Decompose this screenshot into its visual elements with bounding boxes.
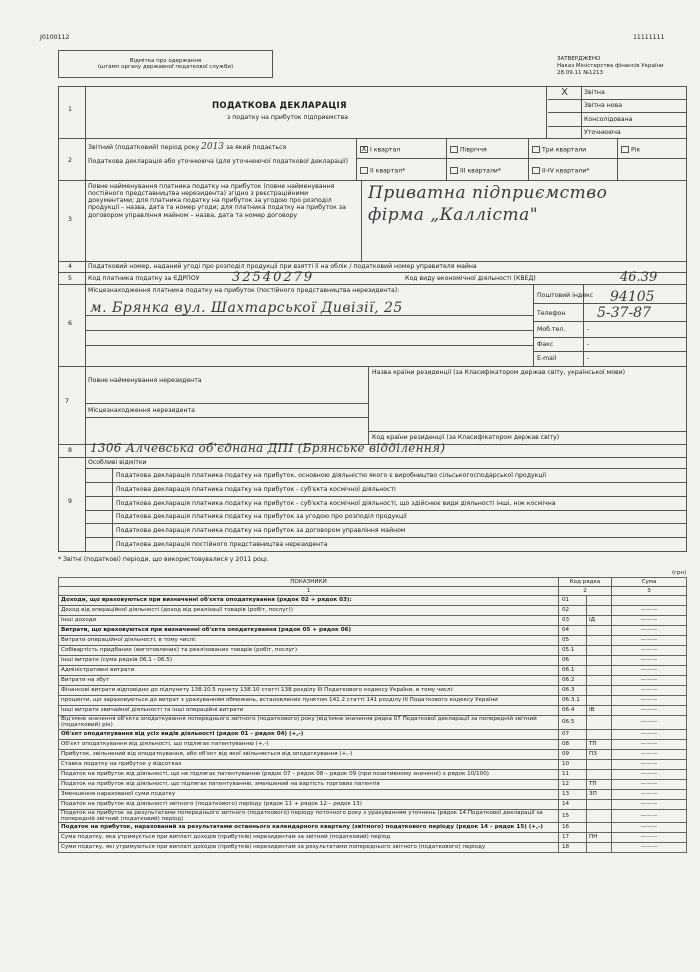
row-extra-code	[587, 656, 612, 666]
table-row	[59, 729, 687, 739]
period-q3b-label: III квартали*	[460, 167, 502, 175]
row-code: 06.3.1	[559, 696, 587, 706]
period-q1-checkbox[interactable]: X	[361, 145, 367, 153]
row-extra-code	[587, 823, 612, 833]
indicator-text: проценти, що зараховуються до витрат з урахуванням обмежень, встановлених пунктом 141.2 статті 141 розділу ІІІ Податкового кодексу України	[59, 696, 559, 706]
row-extra-code	[587, 759, 612, 769]
table-row	[59, 596, 687, 606]
row-extra-code	[587, 676, 612, 686]
row-number-8: 8	[68, 447, 72, 454]
nonresident-country-label: Назва країни резиденції (за Класифікатором держав світу, української мови)	[372, 369, 626, 376]
special-mark-property-management: Податкова декларація платника податку на прибуток за договором управління майном	[116, 527, 406, 534]
period-q1-label: I квартал	[370, 146, 401, 154]
table-row	[59, 759, 687, 769]
special-mark-production-sharing: Податкова декларація платника податку на прибуток за угодою про розподіл продукції	[116, 513, 407, 520]
row-extra-code	[587, 606, 612, 616]
table-row	[59, 636, 687, 646]
stamp-title: Відмітка про одержання	[129, 58, 202, 64]
row-amount[interactable]	[612, 596, 687, 606]
row-number-9: 9	[68, 498, 72, 505]
indicator-text: Доход від операційної діяльності (доход від реалізації товарів (робіт, послуг))	[59, 606, 559, 616]
row-extra-code: ІВ	[587, 706, 612, 716]
indicator-text: Доходи, що враховуються при визначенні об'єкта оподаткування (рядок 02 + рядок 03):	[59, 596, 559, 606]
period-q3[interactable]	[532, 146, 586, 154]
table-header-row	[59, 578, 687, 587]
address-label: Місцезнаходження платника податку на прибуток (постійного представництва нерезидента):	[88, 287, 400, 294]
period-q1[interactable]	[360, 146, 400, 154]
declaration-subtitle: з податку на прибуток підприємства	[227, 114, 349, 121]
row-number-2: 2	[68, 157, 72, 164]
doc-type-mark: X	[561, 87, 568, 98]
indicator-text: Витрати, що враховуються при визначенні об'єкта оподаткування (рядок 05 + рядок 06)	[59, 626, 559, 636]
indicator-text: Податок на прибуток, нарахований за результатами останнього календарного кварталу (звітного) податкового періоду (рядок 14 – рядок 15) (+,-)	[59, 823, 559, 833]
row-amount[interactable]: ———	[612, 646, 687, 656]
indicator-text: Собівартість придбаних (виготовлених) та реалізованих товарів (робіт, послуг)	[59, 646, 559, 656]
special-mark-space-other: Податкова декларація платника податку на прибуток - суб'єкта космічної діяльності, що здійснює види діяльності інші, ніж космічна	[116, 500, 556, 507]
indicator-text: Сума податку, яка утримується при виплаті доходів (прибутків) нерезидентам за звітний (податковий) період	[59, 833, 559, 843]
form-code-right: 11111111	[633, 34, 665, 41]
country-code-label: Код країни резиденції (за Класифікатором держав світу)	[372, 434, 560, 441]
row-extra-code	[587, 686, 612, 696]
period-q2[interactable]	[360, 167, 405, 175]
row-amount[interactable]: ———	[612, 833, 687, 843]
document-type-list	[548, 86, 686, 139]
row-amount[interactable]: ———	[612, 769, 687, 779]
table-row	[59, 833, 687, 843]
row-code: 02	[559, 606, 587, 616]
indicator-text: Суми податку, які утримуються при виплаті доходів (прибутків) нерезидентам за результатами попереднього звітного (податкового) періоду	[59, 843, 559, 853]
edrpou-label: Код платника податку за ЄДРПОУ	[88, 275, 200, 282]
row-amount[interactable]: ———	[612, 706, 687, 716]
indicator-text: Інші доходи	[59, 616, 559, 626]
period-year-label: Рік	[631, 146, 641, 154]
row-extra-code: ІД	[587, 616, 612, 626]
indicator-text: Податок на прибуток від діяльності, що підлягає патентуванню, зменшений на вартість торгових патентів	[59, 779, 559, 789]
kved-value[interactable]: 46.39	[620, 270, 658, 285]
row-amount[interactable]: ———	[612, 656, 687, 666]
table-row	[59, 706, 687, 716]
row-code: 14	[559, 799, 587, 809]
row-amount[interactable]: ———	[612, 636, 687, 646]
period-year[interactable]: 2013	[201, 142, 225, 152]
mobile-value[interactable]: -	[587, 326, 590, 333]
indicator-text: Зменшення нарахованої суми податку	[59, 789, 559, 799]
row-amount[interactable]: ———	[612, 606, 687, 616]
table-row	[59, 676, 687, 686]
row-code: 13	[559, 789, 587, 799]
table-row	[59, 843, 687, 853]
period-q3-checkbox[interactable]	[532, 146, 540, 153]
header-num-1: 1	[59, 587, 559, 596]
row-extra-code	[587, 799, 612, 809]
row-extra-code	[587, 596, 612, 606]
indicator-text: Прибуток, звільнений від оподаткування, або об'єкт від якої звільняється від оподаткування (+,-)	[59, 749, 559, 759]
row-amount[interactable]: ———	[612, 779, 687, 789]
row-number-7: 7	[65, 398, 69, 405]
table-row	[59, 749, 687, 759]
address-value[interactable]: м. Брянка вул. Шахтарської Дивізії, 25	[90, 300, 403, 316]
indicator-text: Об'єкт оподаткування від діяльності, що підлягає патентуванню (+,-)	[59, 739, 559, 749]
doc-type-reporting[interactable]	[548, 86, 686, 100]
row-amount[interactable]: ———	[612, 676, 687, 686]
row-code: 06.3	[559, 686, 587, 696]
row-extra-code: ТП	[587, 739, 612, 749]
period-q2-checkbox[interactable]	[360, 167, 368, 174]
table-header-numbers	[59, 587, 687, 596]
taxpayer-name-line2[interactable]: фірма „Калліста"	[368, 205, 539, 225]
special-mark-agro: Податкова декларація платника податку на прибуток, основною діяльністю якого є виробництво сільськогосподарської продукції	[116, 472, 547, 479]
email-value[interactable]: -	[587, 355, 590, 362]
form-code: J0100112	[40, 34, 70, 41]
row-code: 06	[559, 656, 587, 666]
period-q4-label: II-IV квартали*	[542, 167, 590, 175]
table-row	[59, 779, 687, 789]
period-half[interactable]	[450, 146, 487, 154]
tax-office-value[interactable]: 1306 Алчевська об'єднана ДПІ (Брянське відділення)	[90, 441, 446, 455]
row-amount[interactable]: ———	[612, 739, 687, 749]
row-amount[interactable]: ———	[612, 616, 687, 626]
doc-type-label: Звітна	[584, 88, 605, 96]
postal-code-label: Поштовий індекс	[537, 292, 594, 299]
approved-order: Наказ Міністерства фінансів України	[557, 63, 664, 69]
period-label-part: за який подається	[226, 144, 287, 151]
row-code: 15	[559, 809, 587, 823]
indicator-text: Фінансові витрати відповідно до підпункту 138.10.5 пункту 138.10 статті 138 розділу ІІІ Податкового кодексу України, в тому числі:	[59, 686, 559, 696]
row-extra-code: ТП	[587, 779, 612, 789]
special-mark-space: Податкова декларація платника податку на прибуток - суб'єкта космічної діяльності	[116, 486, 396, 493]
period-q4-checkbox[interactable]	[532, 167, 540, 174]
indicator-text: Витрати на збут	[59, 676, 559, 686]
taxpayer-name-label: Повне найменування платника податку на прибуток (повне найменування постійного представництва нерезидента) згідно з реєстраційними документами; для платника податку на прибуток за угодою про розподіл продукції – назва, дата та номер угоди; для платника податку на прибуток за договором управління майном – назва, дата та номер договору	[88, 183, 346, 219]
table-row	[59, 666, 687, 676]
row-extra-code: ЗП	[587, 789, 612, 799]
mobile-label: Моб.тел.	[537, 326, 566, 333]
table-row	[59, 769, 687, 779]
approved-label: ЗАТВЕРДЖЕНО	[557, 56, 601, 62]
table-row	[59, 789, 687, 799]
table-row	[59, 656, 687, 666]
row-amount[interactable]: ———	[612, 809, 687, 823]
table-row	[59, 696, 687, 706]
table-row	[59, 799, 687, 809]
row-extra-code	[587, 843, 612, 853]
row-code: 04	[559, 626, 587, 636]
indicator-text: Податок на прибуток від діяльності, що не підлягає патентуванню (рядок 07 – рядок 08 – рядок 09 (при позитивному значенні) х рядок 10/100)	[59, 769, 559, 779]
doc-type-label: Консолідована	[584, 115, 633, 123]
row-code: 16	[559, 823, 587, 833]
kved-label: Код виду економічної діяльності (КВЕД)	[405, 275, 536, 282]
table-row	[59, 823, 687, 833]
doc-type-label: Звітна нова	[584, 102, 623, 110]
period-label-part: Звітний (податковий) період року	[88, 144, 200, 151]
table-row	[59, 616, 687, 626]
row-code: 07	[559, 729, 587, 739]
row-amount[interactable]: ———	[612, 799, 687, 809]
header-num-2: 2	[559, 587, 612, 596]
period-q3-label: Три квартали	[542, 146, 587, 154]
header-indicators: ПОКАЗНИКИ	[59, 578, 559, 587]
email-label: E-mail	[537, 355, 557, 362]
row-code: 06.4	[559, 706, 587, 716]
approved-date: 28.09.11 №1213	[557, 70, 603, 76]
row-number-1: 1	[68, 106, 72, 113]
row-amount[interactable]: ———	[612, 843, 687, 853]
stamp-subtitle: (штамп органу державної податкової служби)	[97, 64, 234, 71]
period-clarifying-label: Податкова декларація або уточнююча (для уточнюючої податкової декларації)	[88, 158, 349, 165]
period-q3b[interactable]	[450, 167, 501, 175]
indicator-text: Податок на прибуток за результатами попереднього звітного (податкового) періоду поточного року з урахуванням уточнень (рядок 14 Податкової декларації за попередній звітний (податковий) період)	[59, 809, 559, 823]
footnote: * Звітні (податкові) періоди, що використовувалися у 2011 році.	[58, 556, 269, 563]
indicator-text: Об'єкт оподаткування від усіх видів діяльності (рядок 01 – рядок 04) (+,-)	[59, 729, 559, 739]
row-extra-code	[587, 769, 612, 779]
indicators-table	[58, 577, 687, 853]
period-q2-label: II квартал*	[370, 167, 406, 175]
indicator-text: Витрати операційної діяльності, в тому числі:	[59, 636, 559, 646]
row-amount[interactable]: ———	[612, 686, 687, 696]
row-amount[interactable]: ———	[612, 666, 687, 676]
period-half-label: Півріччя	[460, 146, 487, 154]
indicator-text: Податок на прибуток від діяльності звітного (податкового) періоду (рядок 11 + рядок 12 – рядок 13)	[59, 799, 559, 809]
nonresident-name-label: Повне найменування нерезидента	[88, 377, 202, 384]
table-row	[59, 809, 687, 823]
period-label	[88, 142, 358, 152]
header-row-code: Код рядка	[559, 578, 612, 587]
indicator-text: Ставка податку на прибуток у відсотках	[59, 759, 559, 769]
row-amount[interactable]: ———	[612, 696, 687, 706]
row-code: 05.1	[559, 646, 587, 656]
phone-value[interactable]: 5-37-87	[597, 305, 651, 321]
header-amount: Сума	[612, 578, 687, 587]
row-code: 06.5	[559, 716, 587, 730]
receipt-stamp-box	[58, 50, 273, 78]
row-amount[interactable]: ———	[612, 716, 687, 730]
row-extra-code	[587, 646, 612, 656]
row-amount[interactable]: ———	[612, 729, 687, 739]
table-row	[59, 646, 687, 656]
row-extra-code	[587, 729, 612, 739]
table-row	[59, 626, 687, 636]
nonresident-location-label: Місцезнаходження нерезидента	[88, 407, 195, 414]
row-code: 01	[559, 596, 587, 606]
row-number-4: 4	[68, 263, 72, 270]
row-code: 06.2	[559, 676, 587, 686]
row-code: 18	[559, 843, 587, 853]
indicator-text: Інші витрати звичайної діяльності та інші операційні витрати	[59, 706, 559, 716]
row-amount[interactable]: ———	[612, 749, 687, 759]
row-extra-code	[587, 636, 612, 646]
row-extra-code	[587, 626, 612, 636]
currency-unit: (грн)	[672, 570, 687, 576]
period-year-checkbox[interactable]	[621, 146, 629, 153]
doc-type-consolidated[interactable]	[548, 113, 686, 127]
table-row	[59, 686, 687, 696]
fax-value[interactable]: -	[587, 341, 590, 348]
period-year-opt[interactable]	[621, 146, 640, 154]
indicator-text: Адміністративні витрати	[59, 666, 559, 676]
doc-type-label: Уточнююча	[584, 129, 621, 137]
taxpayer-name-line1[interactable]: Приватна підприємство	[368, 183, 608, 203]
row-extra-code: ПЗ	[587, 749, 612, 759]
row-extra-code	[587, 696, 612, 706]
special-mark-nonresident: Податкова декларація постійного представництва нерезидента	[116, 541, 328, 548]
row-amount[interactable]: ———	[612, 789, 687, 799]
row-code: 06.1	[559, 666, 587, 676]
row-code: 10	[559, 759, 587, 769]
row-number-3: 3	[68, 216, 72, 223]
row-extra-code	[587, 666, 612, 676]
indicator-text: Від'ємне значення об'єкта оподаткування попереднього звітного (податкового) року (від'ємне значення рядка 07 Податкової декларації за попередній звітний (податковий) рік)	[59, 716, 559, 730]
special-marks-label: Особливі відмітки	[88, 459, 147, 466]
row-extra-code	[587, 809, 612, 823]
period-half-checkbox[interactable]	[450, 146, 458, 153]
row-code: 03	[559, 616, 587, 626]
table-row	[59, 739, 687, 749]
row-code: 12	[559, 779, 587, 789]
row-code: 11	[559, 769, 587, 779]
postal-code-value[interactable]: 94105	[610, 289, 655, 305]
fax-label: Факс	[537, 341, 554, 348]
edrpou-value[interactable]: 32540279	[232, 270, 315, 285]
table-row	[59, 606, 687, 616]
row-number-5: 5	[68, 275, 72, 282]
row-extra-code: ПН	[587, 833, 612, 843]
agreement-number-label: Податковий номер, наданий угоді про розподіл продукції при взятті її на облік / податковий номер управителя майна	[88, 263, 477, 270]
row-extra-code	[587, 716, 612, 730]
row-code: 08	[559, 739, 587, 749]
row-code: 09	[559, 749, 587, 759]
indicator-text: Інші витрати (сума рядків 06.1 - 06.5)	[59, 656, 559, 666]
header-num-3: 3	[612, 587, 687, 596]
row-amount[interactable]: ———	[612, 759, 687, 769]
doc-type-new[interactable]	[548, 100, 686, 113]
row-amount[interactable]: ———	[612, 626, 687, 636]
period-q3b-checkbox[interactable]	[450, 167, 458, 174]
row-number-6: 6	[68, 320, 72, 327]
declaration-title: ПОДАТКОВА ДЕКЛАРАЦІЯ	[212, 101, 347, 111]
phone-label: Телефон	[537, 310, 566, 317]
period-q4[interactable]	[532, 167, 589, 175]
row-code: 05	[559, 636, 587, 646]
row-amount[interactable]: ———	[612, 823, 687, 833]
table-row	[59, 716, 687, 730]
row-code: 17	[559, 833, 587, 843]
